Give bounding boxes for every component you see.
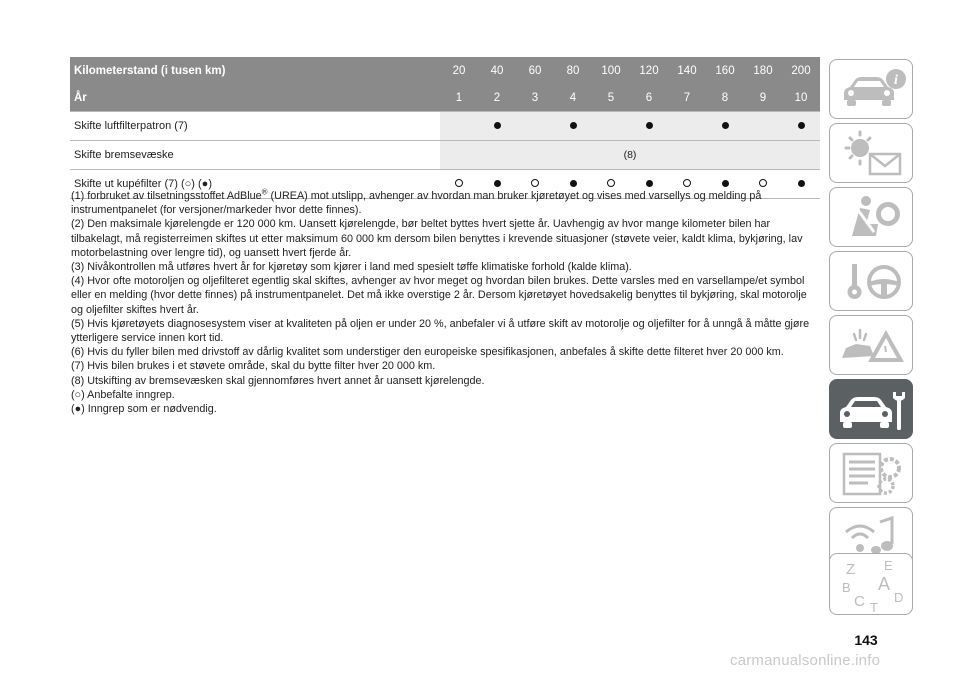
footnote-1: (1) forbruket av tilsetningsstoffet AdBlue® (UREA) mot utslipp, avhenger av hvordan man bruker kjøretøyet og vises med varsellys og melding på instrumentpanelet (for versjoner/markeder hvor dette finnes). <box>71 187 762 217</box>
brake-fluid-label: Skifte bremsevæske <box>70 141 440 170</box>
year-header-cell: 1 <box>440 84 478 112</box>
tab-warning-lights[interactable] <box>829 123 913 183</box>
year-header-row <box>70 84 820 112</box>
year-header-cell: 6 <box>630 84 668 112</box>
brake-fluid-note: (8) <box>440 141 820 170</box>
watermark: carmanualsonline.info <box>730 652 881 669</box>
svg-text:A: A <box>878 574 891 594</box>
mileage-header-cell: 60 <box>516 57 554 84</box>
required-dot-icon <box>570 180 577 187</box>
mileage-header-cell: 80 <box>554 57 592 84</box>
mileage-header-cell: 200 <box>782 57 820 84</box>
tab-emergency[interactable] <box>829 315 913 375</box>
recommended-ring-icon <box>531 179 539 187</box>
alphabetical-index-icon <box>830 554 914 616</box>
required-dot-icon <box>494 180 501 187</box>
maintenance-schedule-table <box>70 57 820 199</box>
footnote-4: (4) Hvor ofte motoroljen og oljefilteret egentlig skal skiftes, avhenger av hvor meget og hvordan bilen brukes. Dette varsles med en varsellampe/et symbol eller en melding (hvor dette finnes) på instrumentpanelet. Det må ikke overstige 2 år. Dersom kjøretøyet hovedsakelig benyttes til bykjøring, skal motorolje og oljefilter skiftes hvert år. <box>71 275 807 316</box>
svg-text:B: B <box>842 580 851 595</box>
footnote-8: (8) Utskifting av bremsevæsken skal gjennomføres hvert annet år uansett kjørelengde. <box>71 374 485 387</box>
warning-lights-icon <box>830 124 914 184</box>
mileage-header-cell: 160 <box>706 57 744 84</box>
recommended-ring-icon <box>683 179 691 187</box>
maintenance-icon <box>830 380 914 440</box>
svg-text:i: i <box>894 73 898 88</box>
svg-text:Z: Z <box>846 561 856 578</box>
tab-alphabetical-index[interactable] <box>829 553 913 615</box>
year-header-cell: 7 <box>668 84 706 112</box>
footnote-6: (6) Hvis du fyller bilen med drivstoff av dårlig kvalitet som understiger den europeiske spesifikasjonen, anbefales å skifte dette filteret hver 20 000 km. <box>71 346 784 359</box>
required-dot-icon <box>722 180 729 187</box>
mileage-header-cell: 120 <box>630 57 668 84</box>
required-dot-icon <box>798 180 805 187</box>
footnotes <box>71 189 817 416</box>
mileage-header-cell: 140 <box>668 57 706 84</box>
year-header-cell: 10 <box>782 84 820 112</box>
tab-maintenance[interactable] <box>829 379 913 439</box>
mileage-header-cell: 180 <box>744 57 782 84</box>
tab-safety[interactable] <box>829 187 913 247</box>
recommended-ring-icon <box>759 179 767 187</box>
recommended-ring-icon <box>607 179 615 187</box>
tab-vehicle-info[interactable] <box>829 59 913 119</box>
mileage-header-cell: 100 <box>592 57 630 84</box>
year-header-cell: 8 <box>706 84 744 112</box>
required-dot-icon <box>646 180 653 187</box>
svg-text:D: D <box>894 590 904 605</box>
svg-text:E: E <box>884 558 893 573</box>
legend-recommended: (○) Anbefalte inngrep. <box>71 388 175 401</box>
year-header-cell: 3 <box>516 84 554 112</box>
year-header-cell: 9 <box>744 84 782 112</box>
emergency-icon <box>830 316 914 376</box>
footnote-5: (5) Hvis kjøretøyets diagnosesystem viser at kvaliteten på oljen er under 20 %, anbefaler vi å utføre skift av motorolje og oljefilter for å unngå å måtte gjøre ytterligere service innen kort tid. <box>71 317 810 345</box>
tab-technical-data[interactable] <box>829 443 913 503</box>
footnote-7: (7) Hvis bilen brukes i et støvete område, skal du bytte filter hver 20 000 km. <box>71 360 436 373</box>
recommended-ring-icon <box>455 179 463 187</box>
page-number: 143 <box>854 632 878 648</box>
required-dot-icon <box>494 122 501 129</box>
airbag-safety-icon <box>830 188 914 248</box>
footnote-2: (2) Den maksimale kjørelengde er 120 000 km. Uansett kjørelengde, bør beltet byttes hvert sjette år. Uavhengig av hvor mange kilometer bilen har tilbakelagt, må registerreimen skiftes ut etter maksimum 60 000 km dersom bilen benyttes i krevende situasjoner (støvete veier, kaldt klima, bykjøring, lav motorbelastning over lengre tid), og uansett hvert fjerde år. <box>71 218 803 259</box>
key-steering-wheel-icon <box>830 252 914 312</box>
svg-text:C: C <box>854 593 865 610</box>
required-dot-icon <box>722 122 729 129</box>
legend-required: (●) Inngrep som er nødvendig. <box>71 403 217 416</box>
required-dot-icon <box>646 122 653 129</box>
tab-starting-driving[interactable] <box>829 251 913 311</box>
year-header-cell: 2 <box>478 84 516 112</box>
year-header-label: År <box>70 84 440 112</box>
footnote-3: (3) Nivåkontrollen må utføres hvert år for kjøretøy som kjører i land med spesielt tøffe klimatiske forhold (kalde klima). <box>71 261 632 274</box>
mileage-header-cell: 20 <box>440 57 478 84</box>
year-header-cell: 5 <box>592 84 630 112</box>
cabin-filter-label: Skifte ut kupéfilter (7) (○) (●) <box>70 170 440 199</box>
air-filter-row <box>70 112 820 141</box>
mileage-header-label: Kilometerstand (i tusen km) <box>70 57 440 84</box>
car-info-icon <box>830 60 914 120</box>
required-dot-icon <box>570 122 577 129</box>
air-filter-label: Skifte luftfilterpatron (7) <box>70 112 440 141</box>
mileage-header-cell: 40 <box>478 57 516 84</box>
required-dot-icon <box>798 122 805 129</box>
brake-fluid-row <box>70 141 820 170</box>
year-header-cell: 4 <box>554 84 592 112</box>
technical-data-icon <box>830 444 914 504</box>
mileage-header-row <box>70 57 820 84</box>
svg-text:T: T <box>870 600 878 615</box>
